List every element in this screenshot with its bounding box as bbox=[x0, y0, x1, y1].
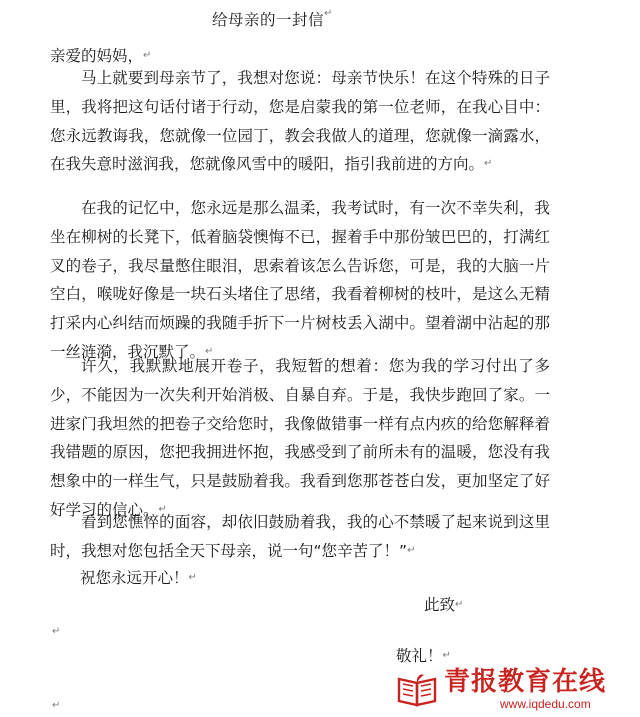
paragraph-1-text: 马上就要到母亲节了，我想对您说：母亲节快乐！在这个特殊的日子里，我将把这句话付诸于行动，您是启蒙我的第一位老师，在我心目中：您永远教诲我，您就像一位园丁，教会我做人的道理，您就像一滴露水，在我失意时滋润我，您就像风雪中的暖阳，指引我前进的方向。 bbox=[50, 69, 550, 174]
paragraph-2 bbox=[50, 194, 550, 367]
regards-line-2 bbox=[396, 646, 451, 666]
paragraph-3-text: 许久，我默默地展开卷子，我短暂的想着：您为我的学习付出了多少，不能因为一次失利开始消极、自暴自弃。于是，我快步跑回了家。一进家门我坦然的把卷子交给您时，我像做错事一样有点内疚的给您解释着我错题的原因，您把我拥进怀抱，我感受到了前所未有的温暖，您没有我想象中的一样生气，只是鼓励着我。我看到您那苍苍白发，更加坚定了好好学习的信心。 bbox=[50, 357, 550, 519]
paragraph-mark-icon: ↵ bbox=[324, 8, 333, 19]
closing-line bbox=[80, 568, 197, 588]
paragraph-mark-icon: ↵ bbox=[188, 572, 197, 583]
paragraph-4 bbox=[50, 508, 550, 566]
watermark-text-group bbox=[444, 667, 606, 711]
paragraph-mark-icon: ↵ bbox=[442, 650, 451, 661]
salutation bbox=[50, 46, 151, 66]
watermark-url: www.iqdedu.com bbox=[500, 697, 591, 711]
watermark-logo bbox=[396, 664, 636, 714]
letter-title bbox=[212, 8, 333, 30]
paragraph-mark-icon: ↵ bbox=[407, 544, 416, 556]
paragraph-3 bbox=[50, 352, 550, 525]
paragraph-mark-icon: ↵ bbox=[484, 158, 493, 170]
closing-text: 祝您永远开心！ bbox=[80, 569, 189, 587]
paragraph-2-text: 在我的记忆中，您永远是那么温柔，我考试时，有一次不幸失利，我坐在柳树的长凳下，低着脑袋懊悔不已，握着手中那份皱巴巴的，打满红叉的卷子，我尽量憋住眼泪，思索着该怎么告诉您，可是，我的大脑一片空白，喉咙好像是一块石头堵住了思绪，我看着柳树的枝叶，是这么无精打采内心纠结而烦躁的我随手折下一片树枝丢入湖中。望着湖中沾起的那一丝涟漪，我沉默了。 bbox=[50, 199, 550, 361]
watermark-brand: 青报教育在线 bbox=[444, 667, 607, 697]
paragraph-mark-icon: ↵ bbox=[455, 599, 464, 610]
paragraph-mark-icon: ↵ bbox=[52, 626, 61, 637]
regards-2-text: 敬礼！ bbox=[396, 647, 443, 665]
paragraph-mark-icon: ↵ bbox=[143, 50, 152, 61]
paragraph-1 bbox=[50, 64, 550, 179]
regards-1-text: 此致 bbox=[424, 596, 456, 614]
paragraph-4-text: 看到您憔悴的面容，却依旧鼓励着我，我的心不禁暖了起来说到这里时，我想对您包括全天下母亲，说一句“您辛苦了！” bbox=[50, 513, 550, 560]
letter-title-text: 给母亲的一封信 bbox=[212, 11, 325, 29]
open-book-logo-icon bbox=[396, 669, 438, 709]
salutation-text: 亲爱的妈妈， bbox=[50, 47, 144, 65]
regards-line-1 bbox=[424, 595, 463, 615]
paragraph-mark-icon: ↵ bbox=[158, 503, 167, 515]
paragraph-mark-icon: ↵ bbox=[52, 700, 61, 711]
paragraph-mark-icon: ↵ bbox=[205, 345, 214, 357]
